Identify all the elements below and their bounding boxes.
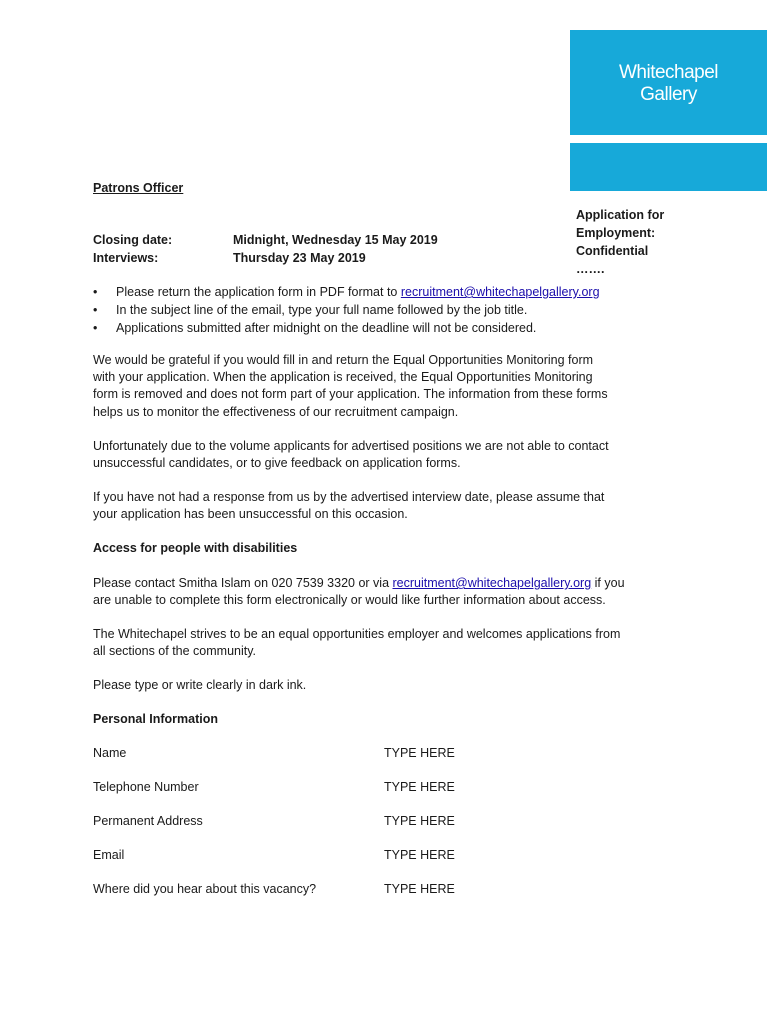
closing-date-label: Closing date: bbox=[93, 233, 173, 247]
paragraph-line: your application has been unsuccessful on this occasion. bbox=[93, 507, 408, 522]
confidential-note-line-2: Employment: bbox=[576, 226, 656, 240]
contact-paragraph bbox=[93, 575, 683, 609]
field-label-telephone: Telephone Number bbox=[93, 780, 199, 794]
field-label-name: Name bbox=[93, 746, 127, 760]
instructions-list bbox=[93, 283, 600, 337]
paragraph-line: are unable to complete this form electronically or would like further information about access. bbox=[93, 593, 606, 608]
vacancy-source-input[interactable]: TYPE HERE bbox=[384, 882, 455, 896]
list-item: • Applications submitted after midnight on the deadline will not be considered. bbox=[93, 319, 600, 337]
paragraph-line: all sections of the community. bbox=[93, 644, 257, 659]
interviews-value: Thursday 23 May 2019 bbox=[233, 251, 366, 265]
paragraph-line: unsuccessful candidates, or to give feedback on application forms. bbox=[93, 456, 461, 471]
field-label-address: Permanent Address bbox=[93, 814, 203, 828]
contact-email-link[interactable]: recruitment@whitechapelgallery.org bbox=[392, 576, 592, 590]
equal-opportunities-paragraph bbox=[93, 352, 683, 421]
whitechapel-logo bbox=[570, 30, 767, 135]
job-title: Patrons Officer bbox=[93, 181, 184, 195]
logo-text bbox=[570, 62, 767, 106]
interviews-label: Interviews: bbox=[93, 251, 159, 265]
paragraph-line: form is removed and does not form part of your application. The information from these forms bbox=[93, 387, 608, 402]
interviews-row bbox=[93, 249, 438, 267]
paragraph-line: with your application. When the application is received, the Equal Opportunities Monitoring bbox=[93, 370, 593, 385]
confidential-note-line-1: Application for bbox=[576, 208, 665, 222]
response-paragraph bbox=[93, 489, 683, 523]
confidential-note-line-4: ……. bbox=[576, 262, 605, 276]
field-label-email: Email bbox=[93, 848, 125, 862]
volume-paragraph bbox=[93, 438, 683, 472]
access-heading: Access for people with disabilities bbox=[93, 541, 298, 555]
paragraph-line: The Whitechapel strives to be an equal opportunities employer and welcomes applications from bbox=[93, 627, 621, 641]
list-item bbox=[93, 283, 600, 301]
name-input[interactable]: TYPE HERE bbox=[384, 746, 455, 760]
list-item: • In the subject line of the email, type your full name followed by the job title. bbox=[93, 301, 600, 319]
paragraph-line: If you have not had a response from us by the advertised interview date, please assume that bbox=[93, 490, 605, 504]
paragraph-line bbox=[93, 575, 683, 592]
closing-date-row bbox=[93, 231, 438, 249]
paragraph-line: helps us to monitor the effectiveness of our recruitment campaign. bbox=[93, 404, 459, 419]
key-dates bbox=[93, 231, 438, 267]
confidential-note-line-3: Confidential bbox=[576, 244, 649, 258]
telephone-input[interactable]: TYPE HERE bbox=[384, 780, 455, 794]
paragraph-line: Unfortunately due to the volume applicants for advertised positions we are not able to contact bbox=[93, 439, 609, 453]
closing-date-value: Midnight, Wednesday 15 May 2019 bbox=[233, 233, 438, 247]
contact-text: Please contact Smitha Islam on 020 7539 3320 or via bbox=[93, 576, 393, 590]
recruitment-email-link[interactable]: recruitment@whitechapelgallery.org bbox=[400, 285, 600, 299]
personal-information-heading: Personal Information bbox=[93, 712, 219, 726]
field-row-name bbox=[93, 746, 593, 760]
logo-line-2: Gallery bbox=[640, 84, 697, 105]
instruction-1-text: Please return the application form in PDF format to bbox=[116, 285, 401, 299]
logo-accent-block bbox=[570, 143, 767, 191]
field-row-address bbox=[93, 814, 593, 828]
confidential-note bbox=[576, 206, 756, 278]
paragraph-line: We would be grateful if you would fill in and return the Equal Opportunities Monitoring form bbox=[93, 353, 594, 367]
field-label-vacancy-source: Where did you hear about this vacancy? bbox=[93, 882, 317, 896]
field-row-telephone bbox=[93, 780, 593, 794]
equal-employer-paragraph bbox=[93, 626, 683, 660]
logo-line-1: Whitechapel bbox=[618, 62, 719, 83]
email-input[interactable]: TYPE HERE bbox=[384, 848, 455, 862]
contact-text-suffix: if you bbox=[591, 576, 625, 590]
field-row-email bbox=[93, 848, 593, 862]
address-input[interactable]: TYPE HERE bbox=[384, 814, 455, 828]
field-row-vacancy-source bbox=[93, 882, 593, 896]
dark-ink-paragraph: Please type or write clearly in dark ink. bbox=[93, 678, 307, 692]
